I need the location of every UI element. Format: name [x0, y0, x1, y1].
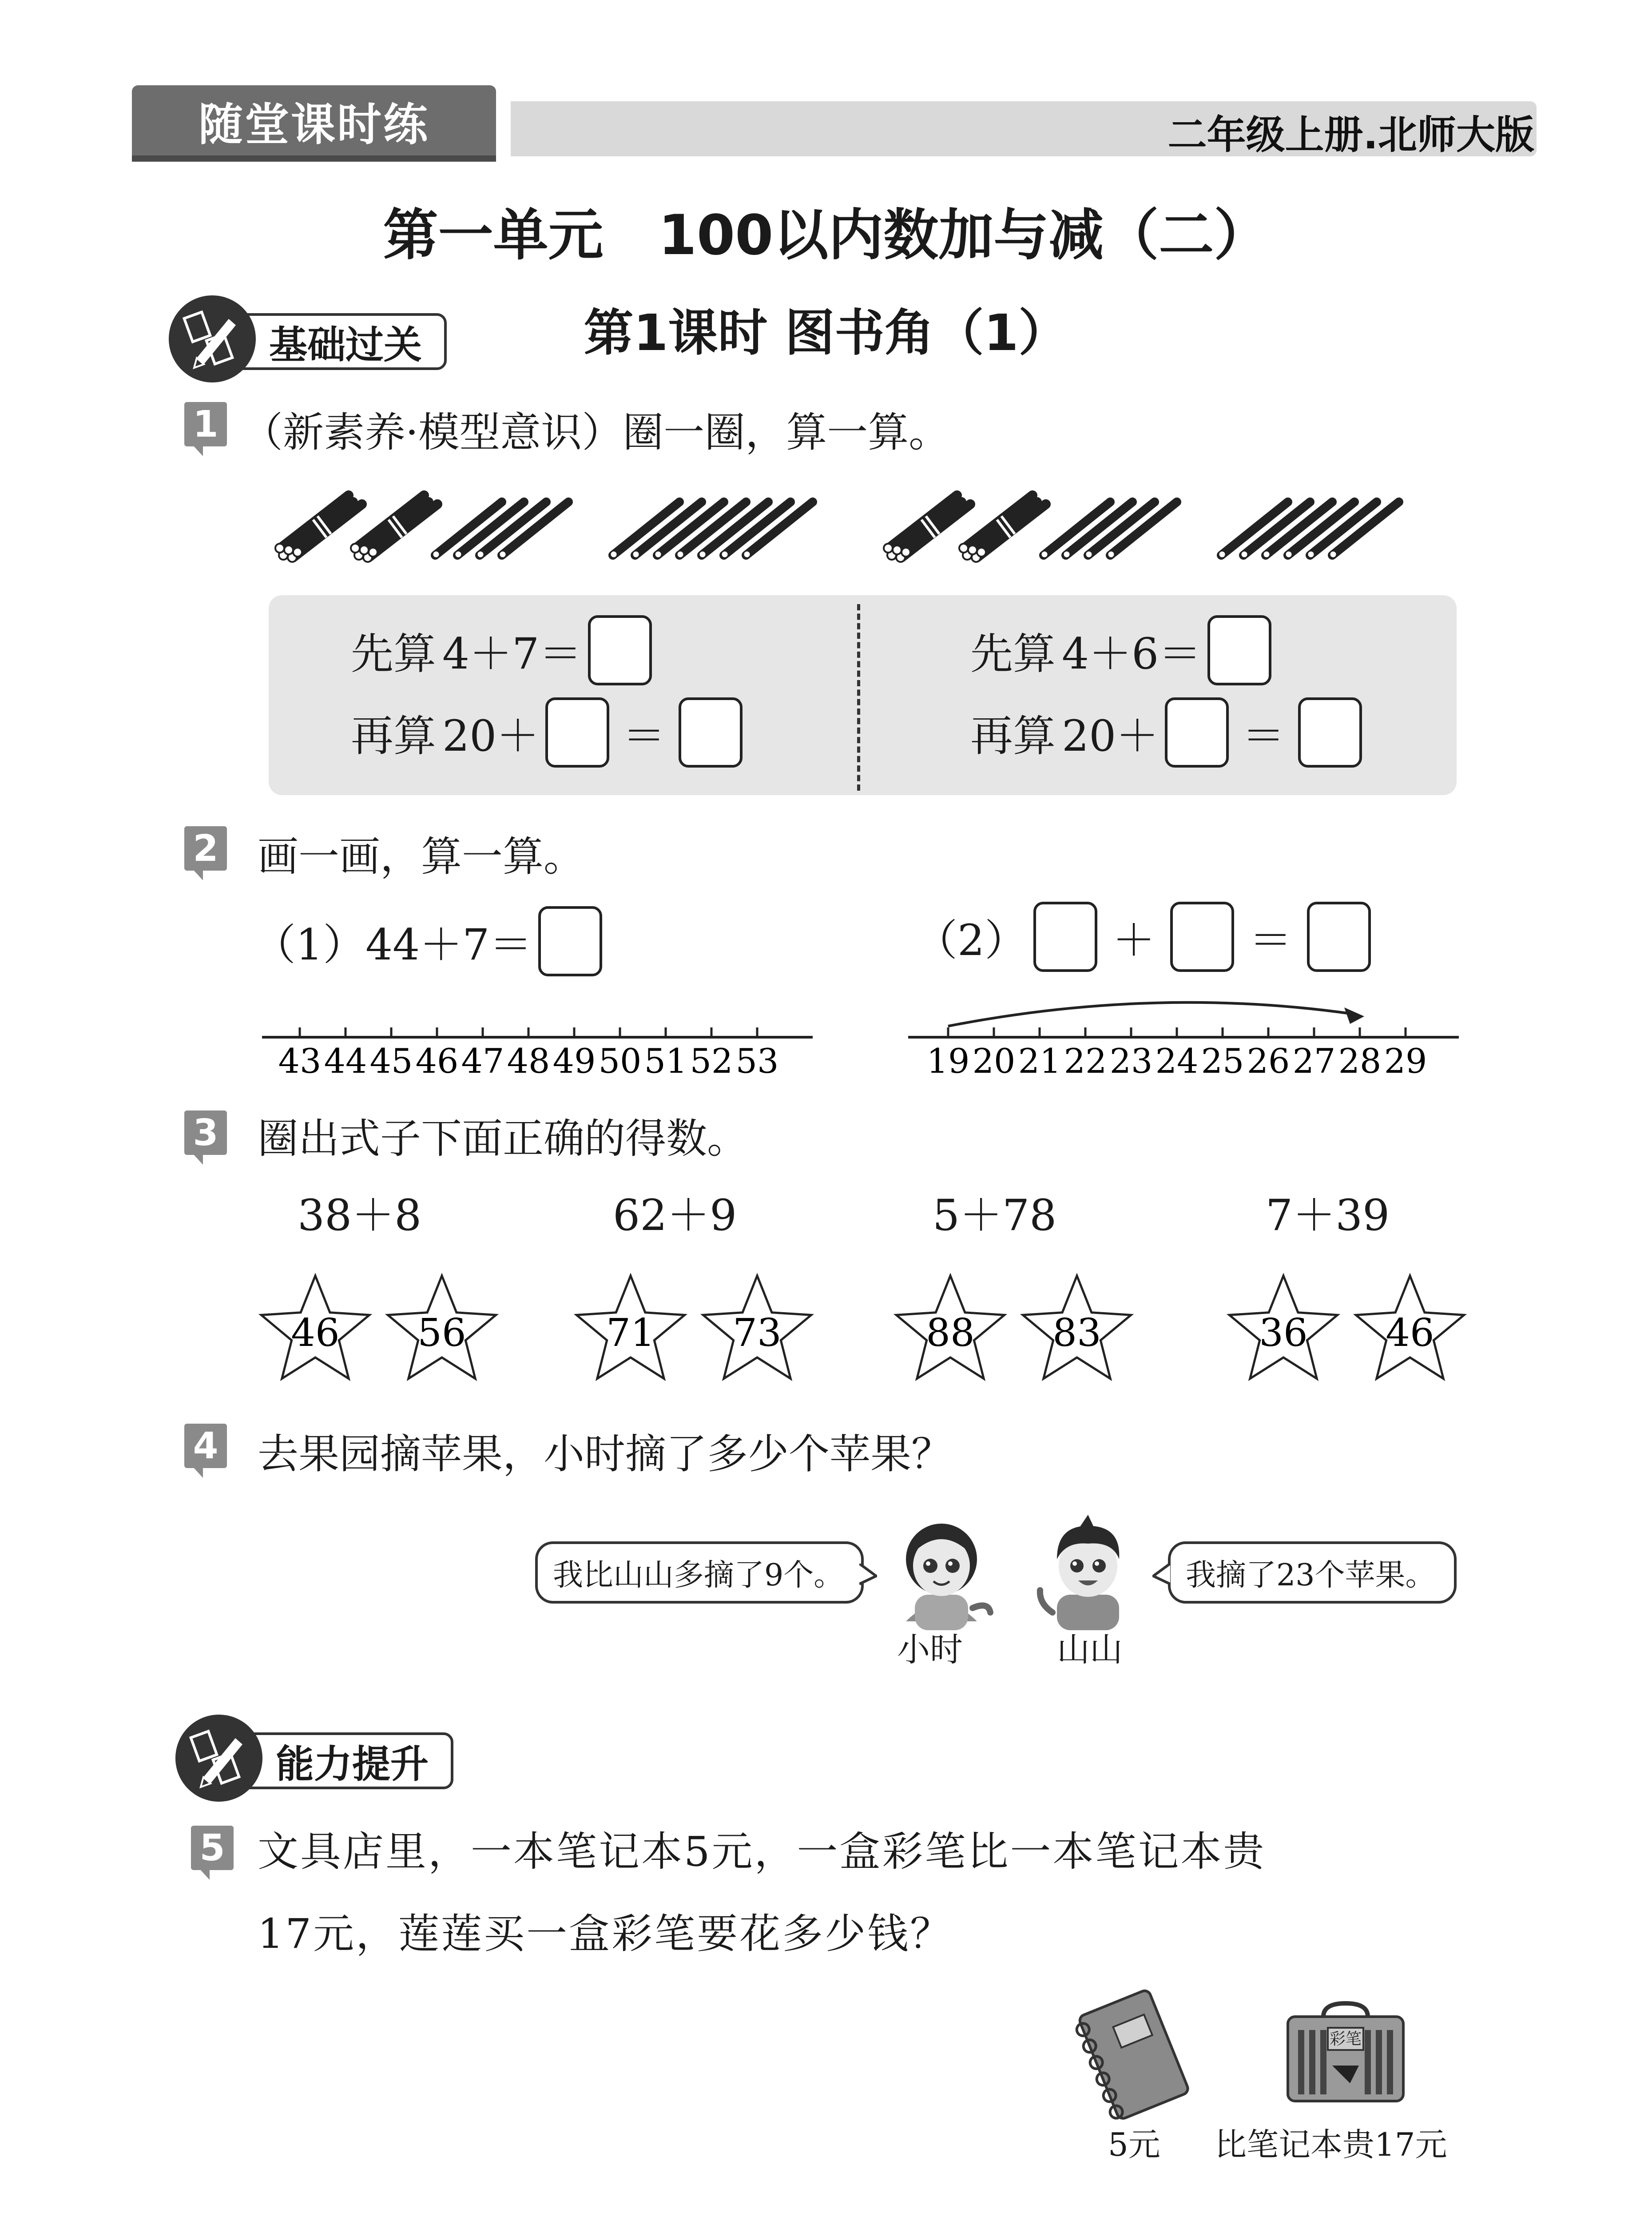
star-option[interactable] [384, 1270, 500, 1390]
tick-label: 43 [278, 1041, 322, 1081]
label: 先算 [351, 629, 436, 679]
answer-box[interactable] [1033, 902, 1097, 972]
pencil-icon [169, 295, 256, 382]
lesson-title: 第1课时 图书角（1） [584, 304, 1068, 362]
equals-sign: ＝ [1242, 711, 1285, 761]
jump-arrow [948, 1003, 1351, 1026]
star-number: 83 [1052, 1311, 1101, 1355]
tick-label: 29 [1384, 1041, 1427, 1081]
girl-speech: 我比山山多摘了9个。 [553, 1557, 844, 1593]
q3-expression: 38＋8 [298, 1190, 422, 1240]
tick-label: 20 [972, 1041, 1016, 1081]
q2-part2 [915, 902, 1371, 972]
star-number: 88 [926, 1311, 975, 1355]
star-option[interactable] [258, 1270, 373, 1390]
tick-label: 46 [415, 1041, 459, 1081]
expr: 4＋7＝ [442, 629, 582, 679]
boy-illustration [1030, 1506, 1146, 1630]
star-number: 36 [1259, 1311, 1308, 1355]
star-option[interactable] [1352, 1270, 1468, 1390]
tick-label: 52 [690, 1041, 733, 1081]
tick-label: 50 [598, 1041, 642, 1081]
unit-title: 第一单元 100以内数加与减（二） [383, 203, 1269, 267]
part1-label: （1）44＋7＝ [253, 919, 532, 970]
section-badge-advanced [175, 1715, 460, 1787]
star-option[interactable] [1019, 1270, 1135, 1390]
girl-name: 小时 [897, 1631, 963, 1669]
label: 先算 [970, 629, 1056, 679]
label: 再算 [351, 711, 436, 761]
tick-label: 45 [369, 1041, 413, 1081]
question-1-text: （新素养·模型意识）圈一圈，算一算。 [242, 409, 950, 456]
q3-expression: 5＋78 [933, 1190, 1057, 1240]
section-label: 基础过关 [226, 313, 447, 370]
q1-divider [857, 604, 860, 791]
series-tab-shadow [132, 155, 496, 162]
answer-box[interactable] [1298, 697, 1362, 768]
section-badge-basic [169, 295, 453, 367]
number-line-1 [258, 1017, 817, 1084]
tick-label: 24 [1155, 1041, 1199, 1081]
star-option[interactable] [893, 1270, 1008, 1390]
counting-sticks-illustration [266, 484, 1430, 569]
boy-speech-bubble [1168, 1541, 1457, 1604]
star-number: 46 [1386, 1311, 1434, 1355]
pencil-icon [175, 1715, 262, 1802]
bubble-tail [859, 1564, 877, 1586]
girl-speech-bubble [535, 1541, 864, 1604]
question-5-text-line2: 17元，莲莲买一盒彩笔要花多少钱？ [258, 1910, 953, 1958]
tick-label: 19 [926, 1041, 970, 1081]
tick-label: 23 [1109, 1041, 1153, 1081]
q3-expression: 62＋9 [613, 1190, 737, 1240]
q1-left-line1 [351, 615, 652, 685]
number-line-2 [904, 982, 1463, 1084]
question-3-text: 圈出式子下面正确的得数。 [258, 1115, 748, 1162]
plus-sign: ＋ [1112, 915, 1156, 965]
tick-label: 27 [1292, 1041, 1336, 1081]
series-title: 随堂课时练 [132, 85, 496, 156]
expr: 20＋ [442, 711, 540, 761]
edition-label: 二年级上册.北师大版 [1168, 112, 1534, 158]
star-option[interactable] [699, 1270, 815, 1390]
expr: 20＋ [1062, 711, 1159, 761]
answer-box[interactable] [1165, 697, 1229, 768]
question-number-1: 1 [184, 402, 227, 446]
q2-part1 [253, 906, 602, 976]
question-4-text: 去果园摘苹果，小时摘了多少个苹果？ [258, 1430, 953, 1478]
crayon-price: 比笔记本贵17元 [1215, 2126, 1447, 2163]
label: 再算 [970, 711, 1056, 761]
star-option[interactable] [1226, 1270, 1341, 1390]
answer-box[interactable] [538, 906, 602, 976]
expr: 4＋6＝ [1062, 629, 1202, 679]
boy-speech: 我摘了23个苹果。 [1186, 1557, 1436, 1593]
crayon-label: 彩笔 [1329, 2030, 1362, 2048]
tick-label: 28 [1338, 1041, 1382, 1081]
bubble-tail [1152, 1564, 1170, 1586]
answer-box[interactable] [588, 615, 652, 685]
answer-box[interactable] [679, 697, 743, 768]
crayon-box-icon [1279, 1999, 1412, 2106]
tick-label: 22 [1064, 1041, 1107, 1081]
answer-box[interactable] [1207, 615, 1271, 685]
tick-label: 51 [644, 1041, 687, 1081]
tick-label: 47 [461, 1041, 504, 1081]
question-number-2: 2 [184, 826, 227, 871]
tick-label: 48 [507, 1041, 550, 1081]
tick-label: 49 [552, 1041, 596, 1081]
tick-label: 21 [1018, 1041, 1061, 1081]
star-number: 73 [733, 1311, 782, 1355]
answer-box[interactable] [1307, 902, 1371, 972]
equals-sign: ＝ [1249, 915, 1292, 965]
part2-label: （2） [915, 915, 1028, 965]
equals-sign: ＝ [623, 711, 666, 761]
question-number-3: 3 [184, 1110, 227, 1155]
tick-label: 26 [1247, 1041, 1290, 1081]
q1-left-line2 [351, 697, 743, 768]
star-number: 71 [606, 1311, 655, 1355]
answer-box[interactable] [545, 697, 609, 768]
question-2-text: 画一画，算一算。 [258, 833, 585, 880]
tick-label: 53 [735, 1041, 779, 1081]
question-number-4: 4 [184, 1424, 227, 1468]
question-number-5: 5 [191, 1826, 234, 1870]
q3-expression: 7＋39 [1266, 1190, 1390, 1240]
q1-right-line2 [970, 697, 1362, 768]
q1-right-line1 [970, 615, 1271, 685]
star-number: 56 [417, 1311, 466, 1355]
star-option[interactable] [573, 1270, 688, 1390]
answer-box[interactable] [1170, 902, 1234, 972]
jump-arrow-head [1344, 1007, 1364, 1024]
notebook-price: 5元 [1108, 2126, 1160, 2163]
tick-label: 25 [1201, 1041, 1244, 1081]
boy-name: 山山 [1057, 1631, 1123, 1669]
section-label: 能力提升 [233, 1732, 453, 1789]
tick-label: 44 [324, 1041, 367, 1081]
question-5-text-line1: 文具店里，一本笔记本5元，一盒彩笔比一本笔记本贵 [258, 1828, 1266, 1875]
notebook-icon [1070, 1986, 1199, 2128]
girl-illustration [884, 1506, 999, 1630]
star-number: 46 [291, 1311, 340, 1355]
